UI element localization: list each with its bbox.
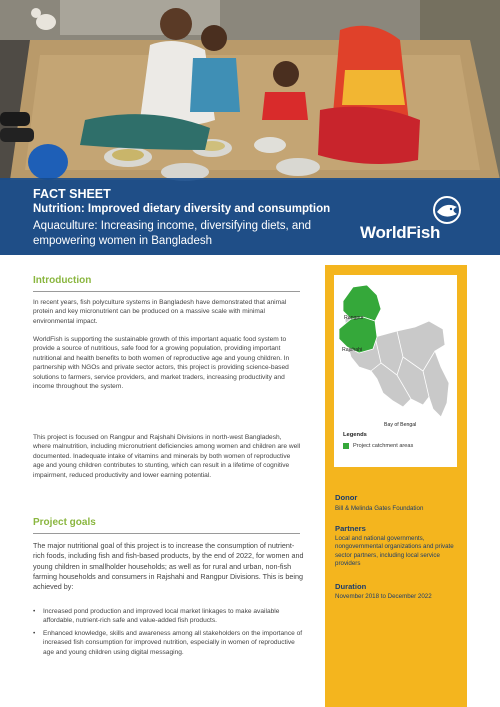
legend-label: Project catchment areas — [353, 443, 414, 449]
duration-heading: Duration — [335, 582, 367, 591]
section-divider — [33, 291, 300, 292]
donor-value: Bill & Melinda Gates Foundation — [335, 505, 424, 512]
partners-heading: Partners — [335, 524, 366, 533]
list-item: • Increased pond production and improved local market linkages to make available affordable, nutrient-rich safe and value-added fish products. — [33, 607, 305, 626]
goals-list — [33, 607, 305, 660]
document-title: Nutrition: Improved dietary diversity and consumption — [33, 203, 331, 215]
worldfish-logo — [360, 195, 470, 250]
intro-paragraph: In recent years, fish polyculture systems in Bangladesh have demonstrated that animal protein and key micronutrient can be produced on a massive scale with minimal environmental impact. — [33, 299, 287, 325]
fact-sheet-label: FACT SHEET — [33, 187, 111, 201]
section-divider — [33, 533, 300, 534]
map-label-rangpur: Rangpur — [344, 315, 364, 321]
list-item: • Enhanced knowledge, skills and awareness among all stakeholders on the importance of increased fish consumption for improved nutrition, especially in women of reproductive age and young children using digital messaging. — [33, 629, 305, 657]
bangladesh-map — [334, 275, 457, 467]
donor-heading: Donor — [335, 493, 358, 502]
duration-value: November 2018 to December 2022 — [335, 593, 432, 600]
map-graphic — [337, 279, 454, 429]
fish-icon — [430, 195, 464, 225]
introduction-heading: Introduction — [33, 275, 92, 286]
legend-title: Legends — [343, 432, 367, 438]
partners-value: Local and national governments, nongovernmental organizations and private sector partners, including local service providers — [335, 535, 454, 568]
intro-paragraph: This project is focused on Rangpur and Rajshahi Divisions in north-west Bangladesh, where malnutrition, including micronutrient deficiencies among women and children are well documented. Inadequate intake of vitamins and minerals by both women of reproductive age and young children contributes to stunting, which can result in a lifetime of cognitive impairment, reduced productivity and lower earning potential. — [33, 434, 301, 479]
document-subtitle: Aquaculture: Increasing income, diversifying diets, and empowering women in Bangladesh — [33, 220, 312, 247]
project-goals-heading: Project goals — [33, 517, 96, 528]
map-label-rajshahi: Rajshahi — [342, 347, 363, 353]
goals-paragraph: The major nutritional goal of this project is to increase the consumption of nutrient-rich foods, including fish and fish-based products, by the end of 2022, for women and young children in smallholder households; as well as for rural and urban, non-fish farming households and consumers in Rajshahi and Rangpur Divisions. This is being achieved by: — [33, 541, 304, 592]
legend-swatch — [343, 443, 349, 449]
map-label-bay-of-bengal: Bay of Bengal — [384, 422, 417, 428]
logo-wordmark: WorldFish — [360, 223, 441, 242]
info-sidebar — [325, 265, 467, 707]
intro-paragraph: WorldFish is supporting the sustainable growth of this important aquatic food system to provide a source of nutritious, safe food for a growing population, providing important nutritional and health benefits to both women of reproductive age and young children. In partnership with NGOs and private sector actors, this project is providing science-based solutions to farmers, service providers, and market traders, increasing productivity and income throughout the system. — [33, 336, 290, 391]
